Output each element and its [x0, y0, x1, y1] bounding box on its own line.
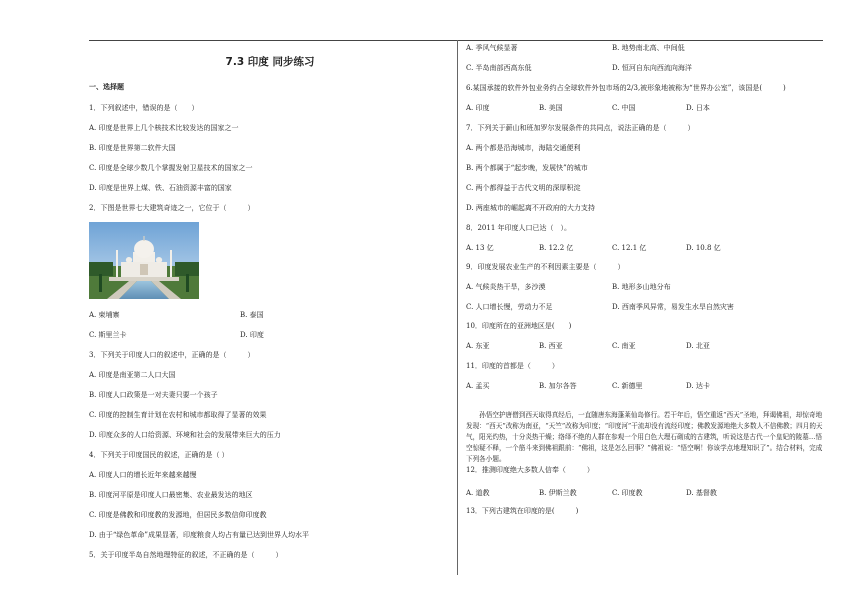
question-line: C. 印度是佛教和印度教的发源地，但居民多数信仰印度教	[89, 511, 267, 519]
question-line: 12．推测印度绝大多数人信奉（ ）	[466, 466, 594, 474]
question-line: 6.某国承接的软件外包业务约占全球软件外包市场的2/3,被形象地被称为“世界办公室”，该国是( )	[466, 84, 786, 92]
question-line: B. 印度人口政策是一对夫妻只要一个孩子	[89, 391, 218, 399]
question-line: 1．下列叙述中，错误的是（ ）	[89, 104, 199, 112]
question-line: C. 印度教	[612, 489, 643, 497]
question-line: C. 两个都得益于古代文明的深厚积淀	[466, 184, 581, 192]
answer-option: A. 柬埔寨	[89, 311, 120, 319]
question-line: A. 季风气候显著	[466, 44, 518, 52]
page-title: 7.3 印度 同步练习	[225, 56, 315, 68]
question-line: D. 由于“绿色革命”成果显著，印度粮食人均占有量已达到世界人均水平	[89, 531, 309, 539]
question-line: B. 印度是世界第二软件大国	[89, 144, 176, 152]
question-line: D. 达卡	[686, 382, 710, 390]
question-line: C. 南亚	[612, 342, 636, 350]
question-line: D. 恒河自东向西流向海洋	[612, 64, 692, 72]
question-line: B. 伊斯兰教	[539, 489, 577, 497]
question-line: C. 中国	[612, 104, 636, 112]
question-line: 9．印度发展农业生产的不利因素主要是（ ）	[466, 263, 625, 271]
header-rule-right	[457, 40, 823, 41]
question-line: C. 新德里	[612, 382, 643, 390]
question-line: 8．2011 年印度人口已达（ ）。	[466, 224, 571, 232]
answer-option: B. 泰国	[240, 311, 264, 319]
question-line: D. 西南季风异常，易发生水旱自然灾害	[612, 303, 734, 311]
question-line: 5．关于印度半岛自然地理特征的叙述，不正确的是（ ）	[89, 551, 283, 559]
question-line: B. 两个都属于“起步晚，发展快”的城市	[466, 164, 588, 172]
question-line: B. 西亚	[539, 342, 563, 350]
question-line: C. 印度的控制生育计划在农村和城市都取得了显著的效果	[89, 411, 267, 419]
question-line: B. 地势南北高、中间低	[612, 44, 685, 52]
question-line: 2．下图是世界七大建筑奇迹之一，它位于（ ）	[89, 204, 255, 212]
question-line: A. 印度是世界上几个核技术比较发达的国家之一	[89, 124, 239, 132]
question-line: C. 半岛南部西高东低	[466, 64, 532, 72]
question-line: 13．下列古建筑在印度的是( )	[466, 507, 579, 515]
question-line: B. 印度河平原是印度人口最密集、农业最发达的地区	[89, 491, 253, 499]
question-line: A. 气候炎热干旱，多沙漠	[466, 283, 546, 291]
question-line: B. 12.2 亿	[539, 244, 574, 252]
question-line: 4．下列关于印度国民的叙述，正确的是（ ）	[89, 451, 229, 459]
question-line: A. 印度	[466, 104, 490, 112]
question-line: B. 加尔各答	[539, 382, 577, 390]
answer-option: D. 印度	[240, 331, 264, 339]
question-line: B. 地形多山地分布	[612, 283, 671, 291]
question-line: C. 12.1 亿	[612, 244, 647, 252]
reading-passage: 孙悟空护唐僧到西天取得真经后，一直随唐东海蓬莱仙岛修行。若干年后，悟空重返“西天”圣地，拜谒佛祖，却惊奇地发现：“西天”改称为南亚，“天竺”改称为印度；“印度河”干流却没有流经印度；佛教发源地绝大多数人不信佛教；四月的天气，阳光灼热，十分炎热干燥；络绎不绝的人群在参观一个用白色大理石砌成的古建筑，听说这是古代一个皇妃的陵墓…悟空惊疑不释，一个筋斗来到佛祖跟前：“佛祖，这是怎么回事？”佛祖说：“悟空啊！你该学点地理知识了”。结合材料，完成下列各小题。	[466, 411, 823, 463]
question-line: 7．下列关于薪山和班加罗尔发展条件的共同点，说法正确的是（ ）	[466, 124, 695, 132]
question-line: D. 两座城市的崛起离不开政府的大力支持	[466, 204, 595, 212]
question-line: B. 美国	[539, 104, 563, 112]
question-line: A. 两个都是沿海城市，海陆交通便利	[466, 144, 581, 152]
question-line: D. 基督教	[686, 489, 717, 497]
question-line: D. 日本	[686, 104, 710, 112]
question-line: A. 印度是南亚第二人口大国	[89, 371, 176, 379]
header-rule-left	[89, 40, 457, 41]
section-heading: 一、选择题	[89, 83, 124, 91]
column-divider	[457, 40, 458, 575]
question-line: D. 10.8 亿	[686, 244, 721, 252]
question-line: D. 印度众多的人口给资源、环境和社会的发展带来巨大的压力	[89, 431, 281, 439]
question-line: D. 北亚	[686, 342, 710, 350]
question-line: C. 人口增长慢，劳动力不足	[466, 303, 553, 311]
question-line: A. 孟买	[466, 382, 490, 390]
question-line: 3．下列关于印度人口的叙述中，正确的是（ ）	[89, 351, 255, 359]
question-line: D. 印度是世界上煤、铁、石油资源丰富的国家	[89, 184, 232, 192]
question-line: A. 印度人口的增长近年来越来越慢	[89, 471, 197, 479]
question-line: A. 道教	[466, 489, 490, 497]
taj-mahal-photo	[89, 222, 199, 299]
taj-mahal-image	[89, 222, 199, 299]
question-line: A. 东亚	[466, 342, 490, 350]
question-line: 11．印度的首都是（ ）	[466, 362, 559, 370]
question-line: A. 13 亿	[466, 244, 494, 252]
answer-option: C. 斯里兰卡	[89, 331, 127, 339]
question-line: C. 印度是全球少数几个掌握发射卫星技术的国家之一	[89, 164, 253, 172]
question-line: 10．印度所在的亚洲地区是( )	[466, 322, 572, 330]
